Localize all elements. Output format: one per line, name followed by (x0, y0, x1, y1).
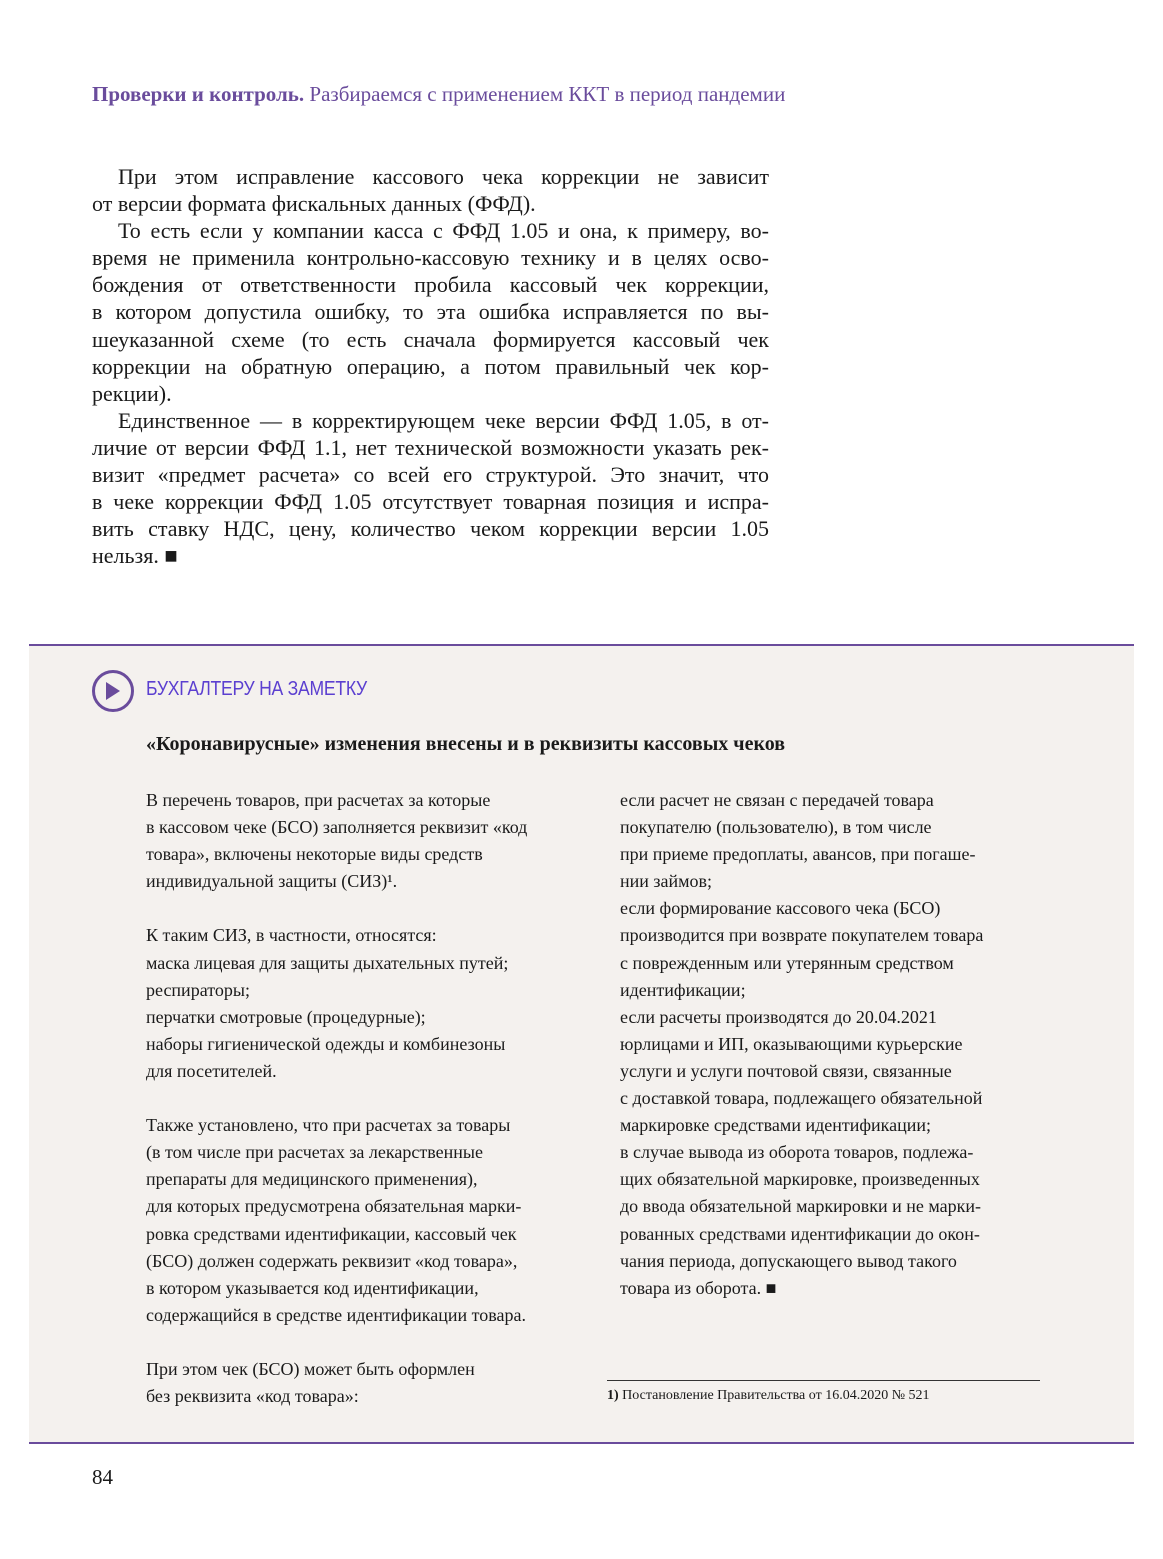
text-line: щих обязательной маркировке, произведенных (620, 1169, 980, 1190)
text-line: в чеке коррекции ФФД 1.05 отсутствует товарная позиция и испра- (92, 489, 769, 515)
running-header (92, 82, 785, 107)
text-line: индивидуальной защиты (СИЗ)¹. (146, 871, 398, 892)
bullet-item (146, 1031, 576, 1085)
box-label: БУХГАЛТЕРУ НА ЗАМЕТКУ (146, 678, 367, 700)
spacer (146, 1329, 576, 1356)
footnote-text: Постановление Правительства от 16.04.2020 № 521 (622, 1388, 930, 1403)
text-line: (БСО) должен содержать реквизит «код товара», (146, 1250, 518, 1271)
paragraph (146, 787, 576, 895)
text-line: • если формирование кассового чека (БСО) (620, 895, 1040, 922)
footnote (607, 1388, 930, 1404)
text-line: • маска лицевая для защиты дыхательных путей; (146, 950, 576, 977)
box-left-column (146, 787, 576, 1410)
text-line: чания периода, допускающего вывод такого (620, 1250, 957, 1271)
text-line: нельзя. ■ (92, 543, 178, 569)
text-line: • в случае вывода из оборота товаров, подлежа- (620, 1139, 1040, 1166)
text-line: идентификации; (620, 979, 746, 1000)
main-text (92, 163, 769, 569)
text-line: препараты для медицинского применения), (146, 1169, 478, 1190)
text-line: То есть если у компании касса с ФФД 1.05 и она, к примеру, во- (118, 218, 769, 244)
text-line: время не применила контрольно-кассовую технику и в целях осво- (92, 245, 769, 271)
page-number: 84 (92, 1465, 113, 1489)
paragraph (146, 922, 576, 949)
text-line: услуги и услуги почтовой связи, связанные (620, 1060, 952, 1081)
text-line: • наборы гигиенической одежды и комбинезоны (146, 1031, 576, 1058)
paragraph (92, 217, 769, 407)
text-line: • если расчет не связан с передачей товара (620, 787, 1040, 814)
text-line: содержащийся в средстве идентификации товара. (146, 1304, 527, 1325)
bullet-item (620, 1004, 1040, 1139)
text-line: производится при возврате покупателем товара (620, 925, 984, 946)
text-line: до ввода обязательной маркировки и не марки- (620, 1196, 981, 1217)
text-line: визит «предмет расчета» со всей его структурой. Это значит, что (92, 462, 769, 488)
footnote-divider (607, 1380, 1040, 1381)
text-line: в котором указывается код идентификации, (146, 1277, 479, 1298)
box-right-column (620, 787, 1040, 1302)
bullet-item (620, 1139, 1040, 1302)
footnote-number: 1) (607, 1388, 619, 1403)
spacer (146, 1085, 576, 1112)
text-line: (в том числе при расчетах за лекарственные (146, 1142, 483, 1163)
text-line: личие от версии ФФД 1.1, нет технической возможности указать рек- (92, 434, 769, 460)
box-title: «Коронавирусные» изменения внесены и в реквизиты кассовых чеков (146, 733, 786, 755)
paragraph (92, 407, 769, 570)
text-line: рекции). (92, 380, 172, 406)
text-line: нии займов; (620, 871, 713, 892)
text-line: • если расчеты производятся до 20.04.2021 (620, 1004, 1040, 1031)
text-line: коррекции на обратную операцию, а потом правильный чек кор- (92, 353, 769, 379)
text-line: Единственное — в корректирующем чеке версии ФФД 1.05, в от- (118, 407, 769, 433)
text-line: для которых предусмотрена обязательная марки- (146, 1196, 522, 1217)
text-line: от версии формата фискальных данных (ФФД). (92, 191, 536, 217)
play-icon (92, 670, 134, 712)
text-line: • респираторы; (146, 977, 576, 1004)
text-line: Также установлено, что при расчетах за товары (146, 1115, 511, 1136)
text-line: при приеме предоплаты, авансов, при погаше- (620, 844, 976, 865)
text-line: для посетителей. (146, 1060, 277, 1081)
text-line: юрлицами и ИП, оказывающими курьерские (620, 1033, 963, 1054)
bullet-item (146, 977, 576, 1004)
text-line: • перчатки смотровые (процедурные); (146, 1004, 576, 1031)
text-line: товара из оборота. ■ (620, 1277, 777, 1298)
text-line: товара», включены некоторые виды средств (146, 844, 483, 865)
bullet-item (620, 787, 1040, 895)
text-line: с поврежденным или утерянным средством (620, 952, 954, 973)
text-line: в котором допустила ошибку, то эта ошибка исправляется по вы- (92, 299, 769, 325)
spacer (146, 895, 576, 922)
bullet-item (146, 1004, 576, 1031)
section-name: Проверки и контроль. (92, 82, 305, 106)
text-line: рованных средствами идентификации до окон- (620, 1223, 980, 1244)
text-line: вить ставку НДС, цену, количество чеком коррекции версии 1.05 (92, 516, 769, 542)
text-line: К таким СИЗ, в частности, относятся: (146, 925, 437, 946)
text-line: покупателю (пользователю), в том числе (620, 817, 932, 838)
text-line: шеуказанной схеме (то есть сначала формируется кассовый чек (92, 326, 769, 352)
paragraph (146, 1356, 576, 1410)
text-line: бождения от ответственности пробила кассовый чек коррекции, (92, 272, 769, 298)
text-line: В перечень товаров, при расчетах за которые (146, 790, 491, 810)
paragraph (146, 1112, 576, 1329)
text-line: маркировке средствами идентификации; (620, 1115, 932, 1136)
text-line: без реквизита «код товара»: (146, 1386, 359, 1407)
paragraph (92, 163, 769, 217)
bullet-item (620, 895, 1040, 1003)
text-line: в кассовом чеке (БСО) заполняется реквизит «код (146, 817, 528, 838)
text-line: При этом исправление кассового чека коррекции не зависит (118, 164, 769, 189)
bullet-item (146, 950, 576, 977)
section-subtitle: Разбираемся с применением ККТ в период пандемии (309, 82, 786, 106)
text-line: При этом чек (БСО) может быть оформлен (146, 1358, 475, 1379)
text-line: с доставкой товара, подлежащего обязательной (620, 1088, 983, 1109)
text-line: ровка средствами идентификации, кассовый чек (146, 1223, 517, 1244)
